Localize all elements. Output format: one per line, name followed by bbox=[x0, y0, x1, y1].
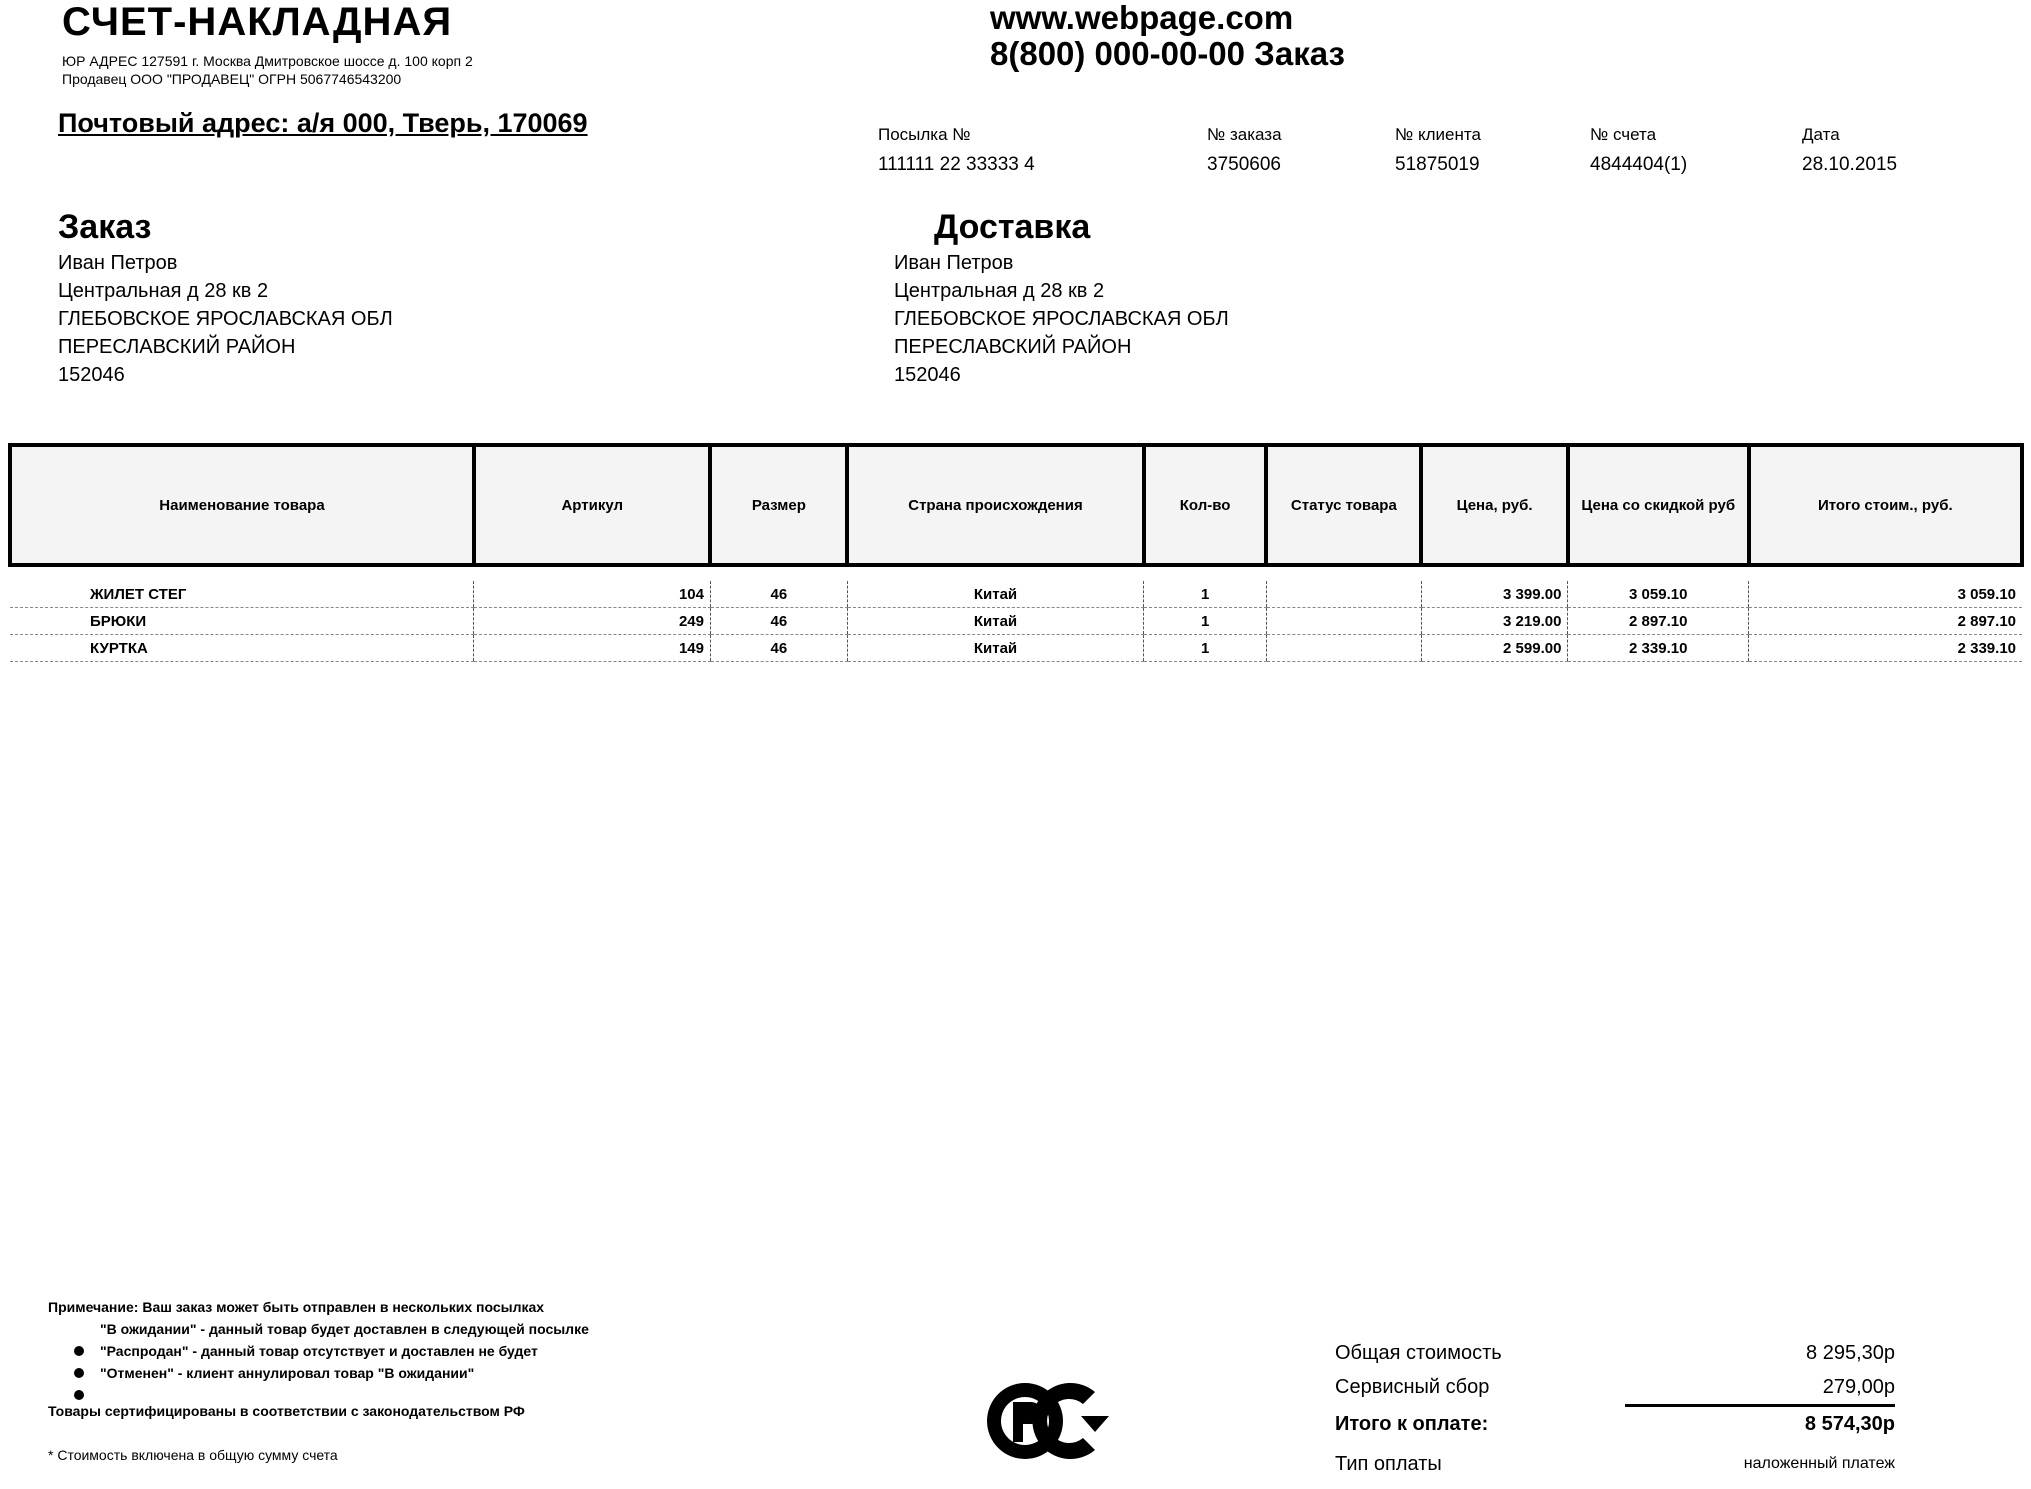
totals-block bbox=[1335, 1336, 1895, 1481]
rostest-pc-mark-icon bbox=[985, 1380, 1115, 1467]
cell-status bbox=[1266, 581, 1421, 608]
delivery-zip: 152046 bbox=[894, 364, 961, 386]
cell-country: Китай bbox=[847, 608, 1143, 635]
cell-country: Китай bbox=[847, 581, 1143, 608]
bullet-icon bbox=[74, 1346, 84, 1356]
cell-total: 3 059.10 bbox=[1749, 581, 2022, 608]
cell-article: 249 bbox=[474, 608, 710, 635]
meta-label: Дата bbox=[1802, 125, 1840, 144]
meta-client bbox=[1395, 120, 1481, 180]
cell-country: Китай bbox=[847, 635, 1143, 662]
cell-size: 46 bbox=[710, 608, 847, 635]
delivery-block bbox=[894, 208, 1229, 389]
items-table bbox=[8, 443, 2024, 662]
seller-info: Продавец ООО "ПРОДАВЕЦ" ОГРН 5067746543200 bbox=[62, 71, 402, 87]
col-header-article: Артикул bbox=[474, 445, 710, 565]
delivery-heading: Доставка bbox=[934, 208, 1091, 246]
cell-status bbox=[1266, 608, 1421, 635]
meta-order bbox=[1207, 120, 1282, 180]
cell-price: 3 399.00 bbox=[1421, 581, 1568, 608]
meta-label: № клиента bbox=[1395, 125, 1481, 144]
legal-address: ЮР АДРЕС 127591 г. Москва Дмитровское шоссе д. 100 корп 2 bbox=[62, 53, 473, 69]
order-locality: ГЛЕБОВСКОЕ ЯРОСЛАВСКАЯ ОБЛ bbox=[58, 308, 393, 330]
col-header-country: Страна происхождения bbox=[847, 445, 1143, 565]
cell-article: 149 bbox=[474, 635, 710, 662]
cell-qty: 1 bbox=[1144, 608, 1267, 635]
bullet-icon bbox=[74, 1390, 84, 1400]
meta-value: 51875019 bbox=[1395, 154, 1480, 175]
order-block bbox=[58, 208, 393, 389]
cell-price: 3 219.00 bbox=[1421, 608, 1568, 635]
order-heading: Заказ bbox=[58, 208, 152, 246]
order-zip: 152046 bbox=[58, 364, 125, 386]
bullet-icon bbox=[74, 1368, 84, 1378]
cell-qty: 1 bbox=[1144, 581, 1267, 608]
meta-label: № счета bbox=[1590, 125, 1657, 144]
service-fee-label: Сервисный сбор bbox=[1335, 1376, 1490, 1398]
website bbox=[990, 0, 1345, 72]
cell-total: 2 339.10 bbox=[1749, 635, 2022, 662]
table-header-row bbox=[10, 445, 2022, 565]
service-fee-value: 279,00р bbox=[1625, 1370, 1895, 1407]
col-header-discount-price: Цена со скидкой руб bbox=[1568, 445, 1749, 565]
meta-value: 28.10.2015 bbox=[1802, 154, 1898, 175]
total-cost-row bbox=[1335, 1336, 1895, 1370]
cell-discount-price: 2 339.10 bbox=[1568, 635, 1749, 662]
delivery-name: Иван Петров bbox=[894, 252, 1014, 274]
cell-discount-price: 2 897.10 bbox=[1568, 608, 1749, 635]
cell-discount-price: 3 059.10 bbox=[1568, 581, 1749, 608]
postal-address: Почтовый адрес: а/я 000, Тверь, 170069 bbox=[58, 108, 588, 138]
col-header-price: Цена, руб. bbox=[1421, 445, 1568, 565]
table-row bbox=[10, 635, 2022, 662]
col-header-total: Итого стоим., руб. bbox=[1749, 445, 2022, 565]
document-title: СЧЕТ-НАКЛАДНАЯ bbox=[62, 0, 453, 44]
meta-value: 111111 22 33333 4 bbox=[878, 154, 1035, 175]
note-bullet-empty bbox=[48, 1384, 589, 1400]
service-fee-row bbox=[1335, 1370, 1895, 1407]
col-header-name: Наименование товара bbox=[10, 445, 474, 565]
website-url: www.webpage.com bbox=[990, 0, 1294, 36]
order-name: Иван Петров bbox=[58, 252, 178, 274]
notes-certified: Товары сертифицированы в соответствии с законодательством РФ bbox=[48, 1403, 525, 1419]
notes-footnote: * Стоимость включена в общую сумму счета bbox=[48, 1447, 338, 1463]
amount-due-row bbox=[1335, 1407, 1895, 1441]
meta-date bbox=[1802, 120, 1897, 180]
note-bullet bbox=[48, 1340, 589, 1362]
amount-due-value: 8 574,30р bbox=[1804, 1413, 1895, 1435]
cell-size: 46 bbox=[710, 581, 847, 608]
notes-block bbox=[48, 1296, 589, 1466]
order-street: Центральная д 28 кв 2 bbox=[58, 280, 269, 302]
total-cost-value: 8 295,30р bbox=[1806, 1342, 1895, 1364]
delivery-locality: ГЛЕБОВСКОЕ ЯРОСЛАВСКАЯ ОБЛ bbox=[894, 308, 1229, 330]
col-header-size: Размер bbox=[710, 445, 847, 565]
note-pending: "В ожидании" - данный товар будет доставлен в следующей посылке bbox=[100, 1321, 589, 1337]
amount-due-label: Итого к оплате: bbox=[1335, 1413, 1489, 1435]
cell-name: ЖИЛЕТ СТЕГ bbox=[10, 581, 474, 608]
note-cancelled: "Отменен" - клиент аннулировал товар "В ожидании" bbox=[100, 1365, 475, 1381]
cell-name: БРЮКИ bbox=[10, 608, 474, 635]
delivery-district: ПЕРЕСЛАВСКИЙ РАЙОН bbox=[894, 336, 1132, 358]
note-sold-out: "Распродан" - данный товар отсутствует и доставлен не будет bbox=[100, 1343, 538, 1359]
cell-name: КУРТКА bbox=[10, 635, 474, 662]
cell-size: 46 bbox=[710, 635, 847, 662]
cell-qty: 1 bbox=[1144, 635, 1267, 662]
cell-article: 104 bbox=[474, 581, 710, 608]
meta-value: 3750606 bbox=[1207, 154, 1281, 175]
payment-type-value: наложенный платеж bbox=[1743, 1455, 1895, 1472]
col-header-status: Статус товара bbox=[1266, 445, 1421, 565]
cell-price: 2 599.00 bbox=[1421, 635, 1568, 662]
total-cost-label: Общая стоимость bbox=[1335, 1342, 1502, 1364]
phone-number: 8(800) 000-00-00 Заказ bbox=[990, 35, 1345, 72]
payment-type-row bbox=[1335, 1447, 1895, 1481]
cell-total: 2 897.10 bbox=[1749, 608, 2022, 635]
table-row bbox=[10, 608, 2022, 635]
notes-intro: Примечание: Ваш заказ может быть отправлен в нескольких посылках bbox=[48, 1299, 545, 1315]
meta-label: № заказа bbox=[1207, 125, 1282, 144]
note-bullet bbox=[48, 1362, 589, 1384]
meta-parcel bbox=[878, 120, 1035, 180]
order-district: ПЕРЕСЛАВСКИЙ РАЙОН bbox=[58, 336, 296, 358]
cell-status bbox=[1266, 635, 1421, 662]
delivery-street: Центральная д 28 кв 2 bbox=[894, 280, 1105, 302]
col-header-qty: Кол-во bbox=[1144, 445, 1267, 565]
meta-label: Посылка № bbox=[878, 125, 971, 144]
meta-invoice bbox=[1590, 120, 1687, 180]
payment-type-label: Тип оплаты bbox=[1335, 1453, 1442, 1475]
meta-value: 4844404(1) bbox=[1590, 154, 1688, 175]
table-row bbox=[10, 581, 2022, 608]
